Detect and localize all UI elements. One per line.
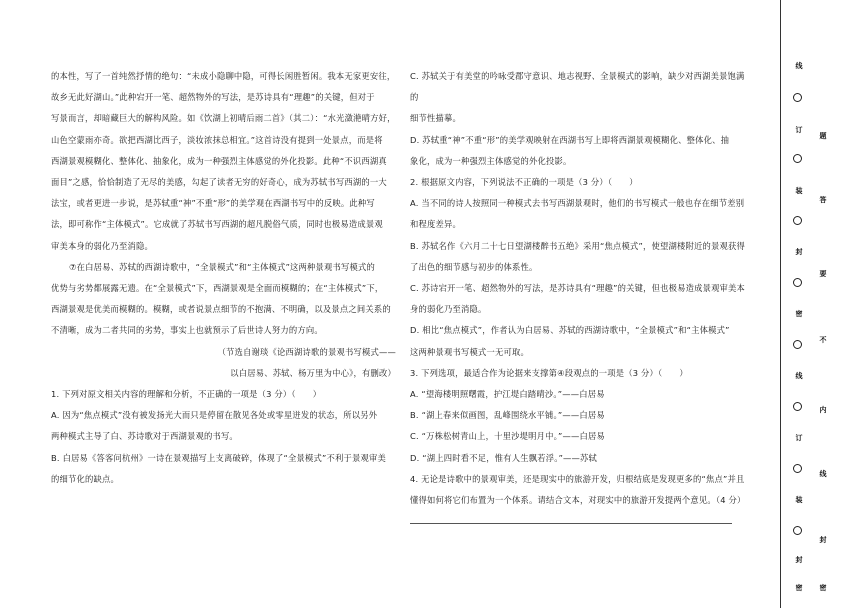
text-line: 面目”之感，恰恰制造了无尽的美感，勾起了读者无穷的好奇心，成为苏轼书写西湖的一大 — [51, 177, 387, 188]
option-line: B. 苏轼名作《六月二十七日望湖楼醉书五绝》采用“焦点模式”，使望湖楼附近的景观获得 — [410, 240, 745, 251]
notice-mark: 密 — [819, 584, 827, 591]
binding-hole-icon — [793, 278, 802, 287]
option-line: D. 相比“焦点模式”，作者认为白居易、苏轼的西湖诗歌中，“全景模式”和“主体模式” — [410, 325, 730, 336]
binding-mark: 装 — [795, 187, 803, 194]
option-line: C. 苏诗宕开一笔、超然物外的写法，是苏诗具有“理趣”的关键，但也极易造成景观审美本 — [410, 283, 746, 294]
paragraph-6-continued — [51, 66, 396, 257]
text-line: 西湖景观是优美而模糊的。模糊，或者说景点细节的不抱满、不明确，以及景点之间关系的 — [51, 304, 391, 315]
binding-mark: 封 — [795, 248, 803, 255]
option-line: 了出色的细节感与初步的体系性。 — [410, 261, 538, 272]
text-line: 法，即可称作“主体模式”。它成就了苏轼书写西湖的超凡脱俗气质，同时也极易造成景观 — [51, 219, 383, 230]
text-line: 法宝，或者更进一步说，是苏轼重“神”不重“形”的美学观在西湖书写中的反映。此种写 — [51, 198, 375, 209]
binding-margin — [779, 0, 860, 608]
option-line: 象化，成为一种强烈主体感觉的外化投影。 — [410, 155, 572, 166]
notice-mark: 不 — [819, 336, 827, 343]
text-line: 的本性，写了一首纯然抒情的绝句：“未成小隐聊中隐，可得长闲胜暂闲。我本无家更安往， — [51, 71, 396, 81]
option-line: 和程度差异。 — [410, 219, 461, 230]
text-line: 山色空蒙雨亦奇。欲把西湖比西子，淡妆浓抹总相宜。”这首诗没有提到一处景点，而是将 — [51, 134, 383, 145]
option-line: A. 当不同的诗人按照同一种模式去书写西湖景观时，他们的书写模式一般也存在细节差别 — [410, 198, 745, 209]
binding-mark: 线 — [795, 62, 803, 69]
text-line: ⑦在白居易、苏轼的西湖诗歌中，“全景模式”和“主体模式”这两种景观书写模式的 — [69, 261, 376, 272]
citation-line: 以白居易、苏轼、杨万里为中心》，有删改） — [230, 367, 396, 378]
question-3 — [410, 363, 753, 469]
option-line: B. “湖上春来似画图，乱峰围绕水平铺。”——白居易 — [410, 410, 605, 421]
binding-hole-icon — [793, 464, 802, 473]
binding-mark: 封 — [795, 556, 803, 563]
option-line: A. 因为“焦点模式”没有被发扬光大而只是停留在散见各处或零星迸发的状态，所以另外 — [51, 410, 378, 421]
question-stem: 3. 下列选项，最适合作为论据来支撑第④段观点的一项是（3 分）（ ） — [410, 367, 688, 378]
binding-hole-icon — [793, 154, 802, 163]
binding-border-line — [780, 0, 781, 608]
option-line: 的细节化的缺点。 — [51, 473, 119, 484]
binding-mark: 订 — [795, 126, 803, 133]
notice-mark: 题 — [819, 132, 827, 139]
binding-hole-icon — [793, 402, 802, 411]
notice-mark: 封 — [819, 536, 827, 543]
binding-mark: 线 — [795, 372, 803, 379]
text-line: 优势与劣势都展露无遗。在“全景模式”下，西湖景观是全面而模糊的；在“主体模式”下， — [51, 283, 384, 294]
question-stem: 4. 无论是诗歌中的景观审美，还是现实中的旅游开发，归根结底是发现更多的“焦点”并且 — [410, 473, 745, 484]
left-column — [51, 66, 396, 490]
question-stem: 懂得如何将它们布置为一个体系。请结合文本，对现实中的旅游开发提两个意见。（4 分） — [410, 495, 746, 506]
notice-mark: 线 — [819, 470, 827, 477]
text-line: 写景而言，却暗藏巨大的解构风险。如《饮湖上初晴后雨二首》（其二）：“水光潋滟晴方好， — [51, 113, 396, 124]
binding-hole-icon — [793, 526, 802, 535]
option-line: C. “万株松树青山上，十里沙堤明月中。”——白居易 — [410, 431, 605, 442]
question-1-options-continued — [410, 66, 753, 172]
answer-line[interactable] — [410, 523, 732, 524]
citation-line: （节选自谢琰《论西湖诗歌的景观书写模式—— — [217, 346, 396, 357]
binding-mark: 密 — [795, 584, 803, 591]
option-line: B. 白居易《答客问杭州》一诗在景观描写上支离破碎，体现了“全景模式”不利于景观审美 — [51, 452, 386, 463]
option-line: 两种模式主导了白、苏诗歌对于西湖景观的书写。 — [51, 431, 238, 442]
text-line: 西湖景观模糊化、整体化、抽象化，成为一种强烈主体感觉的外化投影。此种“不识西湖真 — [51, 155, 387, 166]
binding-hole-icon — [793, 216, 802, 225]
question-4 — [410, 469, 753, 524]
right-column — [410, 66, 753, 524]
binding-mark: 装 — [795, 496, 803, 503]
option-line: D. “湖上四时看不足，惟有人生飘若浮。”——苏轼 — [410, 452, 598, 463]
notice-mark: 要 — [819, 270, 827, 277]
source-citation — [51, 342, 396, 384]
option-line: 身的弱化乃至消隐。 — [410, 304, 487, 315]
question-2 — [410, 172, 753, 363]
binding-hole-icon — [793, 340, 802, 349]
binding-mark: 订 — [795, 434, 803, 441]
option-line: 这两种景观书写模式一无可取。 — [410, 346, 529, 357]
paragraph-7 — [51, 257, 396, 342]
text-line: 不清晰，成为二者共同的劣势，事实上也就预示了后世诗人努力的方向。 — [51, 325, 323, 336]
option-line: C. 苏轼关于有美堂的吟咏受郡守意识、地志视野、全景模式的影响，缺少对西湖美景饱满的 — [410, 71, 745, 103]
option-line: A. “望海楼明照曙霞，护江堤白踏晴沙。”——白居易 — [410, 389, 605, 400]
question-1 — [51, 384, 396, 490]
binding-hole-icon — [793, 93, 802, 102]
option-line: D. 苏轼重“神”不重“形”的美学观映射在西湖书写上即将西湖景观模糊化、整体化、抽 — [410, 134, 730, 145]
binding-mark: 密 — [795, 310, 803, 317]
option-line: 细节性描摹。 — [410, 113, 461, 124]
notice-mark: 内 — [819, 406, 827, 413]
notice-mark: 答 — [819, 196, 827, 203]
text-line: 审美本身的弱化乃至消隐。 — [51, 240, 153, 251]
question-stem: 2. 根据原文内容，下列说法不正确的一项是（3 分）（ ） — [410, 177, 638, 188]
question-stem: 1. 下列对原文相关内容的理解和分析，不正确的一项是（3 分）（ ） — [51, 389, 322, 400]
text-line: 故乡无此好湖山。”此种宕开一笔、超然物外的写法，是苏诗具有“理趣”的关键，但对于 — [51, 92, 375, 103]
